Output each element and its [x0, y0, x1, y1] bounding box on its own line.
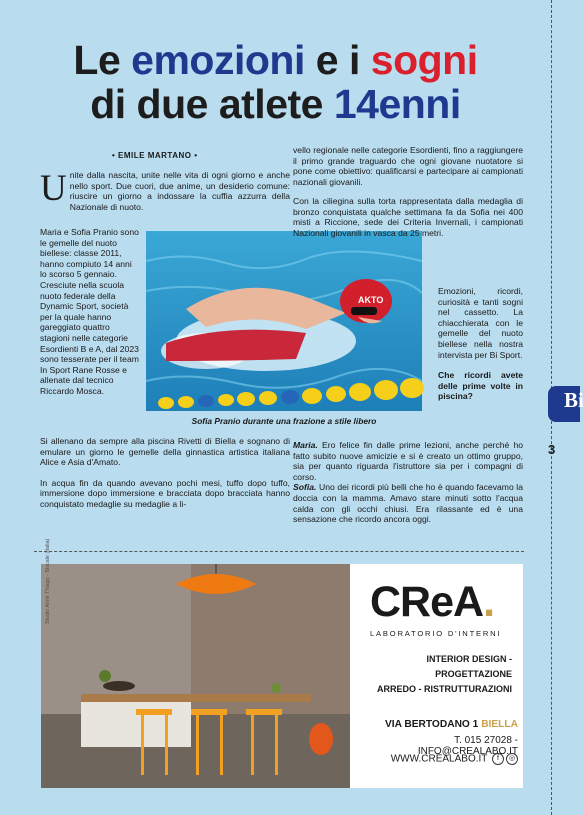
swimmer-photo: [146, 231, 422, 411]
title-14enni: 14enni: [333, 81, 461, 127]
paragraph: Si allenano da sempre alla piscina Rivetti di Biella e sognano di emulare un giorno le gemelle della ginnastica artistica italiana Alice e Asia d'Amato.: [40, 436, 290, 468]
title-sogni: sogni: [370, 37, 478, 83]
website: WWW.CREALABO.IT f ◎: [360, 753, 518, 765]
photo-credit: Studio Aime Thiago - Biscale (Italia): [45, 538, 51, 624]
services-list: INTERIOR DESIGN - PROGETTAZIONE ARREDO - RISTRUTTURAZIONI: [377, 654, 512, 694]
paragraph: Con la ciliegina sulla torta rappresentata dalla medaglia di bronzo conquistata qualche settimana fa da Sofia nei 400 misti a Riccione, sede dei Criteria Invernali, i campionati Nazionali giovanili in vasca da 25 metri.: [293, 196, 523, 238]
cap-logo: AKTO: [358, 295, 384, 305]
title-emozioni: emozioni: [131, 37, 305, 83]
ad-text-panel: [350, 564, 523, 788]
photo-caption: Sofia Pranio durante una frazione a stile libero: [191, 416, 377, 426]
article-title: Le emozioni e i sogni di due atlete 14enni: [73, 37, 478, 127]
contacts: T. 015 27028 - INFO@CREALABO.IT: [417, 735, 518, 757]
intro-block: Unite dalla nascita, unite nelle vita di ogni giorno e anche nello sport. Due cuori, due anime, un desiderio comune: riuscire un giorno a indossare la cuffia azzurra della Nazionale di nuoto.: [40, 168, 290, 212]
byline: • EMILE MARTANO •: [112, 151, 198, 160]
column-left-narrow: [40, 227, 139, 407]
crea-logo: CReA.: [370, 578, 495, 626]
column-left-bottom: [40, 436, 290, 520]
answer-sofia: Sofia. Uno dei ricordi più belli che ho è quando facevamo la doccia con la mamma. Amavo stare minuti sotto l'acqua calda con gli occhi chiusi. Era rilassante ed è una sensazione che ricordo ancora oggi.: [293, 482, 523, 525]
brand-subtitle: LABORATORIO D'INTERNI: [370, 629, 502, 638]
instagram-icon[interactable]: ◎: [506, 753, 518, 765]
column-right-narrow: [438, 286, 523, 402]
question: Che ricordi avete delle prime volte in piscina?: [438, 370, 523, 402]
paragraph: In acqua fin da quando avevano pochi mesi, tuffo dopo tuffo, immersione dopo immersione e bracciata dopo bracciata hanno conquistato medaglie su medaglie a li-: [40, 477, 290, 509]
crea-advertisement: [41, 538, 523, 788]
drop-cap: U: [40, 168, 67, 209]
answer-maria: Maria. Ero felice fin dalle prime lezioni, anche perché ho fatto subito nuove amicizie e si è creato un ottimo gruppo, sia per quanto riguarda l'istruttore sia per i compagni di corso.: [293, 440, 524, 482]
paragraph: vello regionale nelle categorie Esordienti, fino a raggiungere il primo grande traguardo che ogni giovane nuotatore si pone come obiettivo: qualificarsi e partecipare ai campionati nazionali giovanili.: [293, 145, 523, 187]
section-divider: [34, 551, 524, 552]
column-right-bottom: [293, 440, 523, 525]
column-right-top: [293, 145, 523, 187]
column-right-medal: [293, 196, 523, 238]
facebook-icon[interactable]: f: [492, 753, 504, 765]
address: VIA BERTODANO 1 BIELLA: [384, 719, 518, 730]
page-number: 3: [548, 442, 556, 457]
paragraph: Emozioni, ricordi, curiosità e tanti sogni nel cassetto. La chiacchierata con le gemelle del nuoto biellese nella nostra intervista per Bi Sport.: [438, 286, 523, 360]
section-tab-label: Bi: [564, 388, 584, 412]
paragraph: Maria e Sofia Pranio sono le gemelle del nuoto biellese: classe 2011, hanno compiuto 14 anni lo scorso 5 gennaio. Cresciute nella scuola nuoto federale della Dynamic Sport, società per la quale hanno gareggiato quattro stagioni nelle categorie Esordienti B e A, dal 2023 sono tesserate per il team In Sport Rane Rosse e allenate dal tecnico Riccardo Mosca.: [40, 227, 139, 396]
ad-interior-photo: [41, 538, 350, 788]
